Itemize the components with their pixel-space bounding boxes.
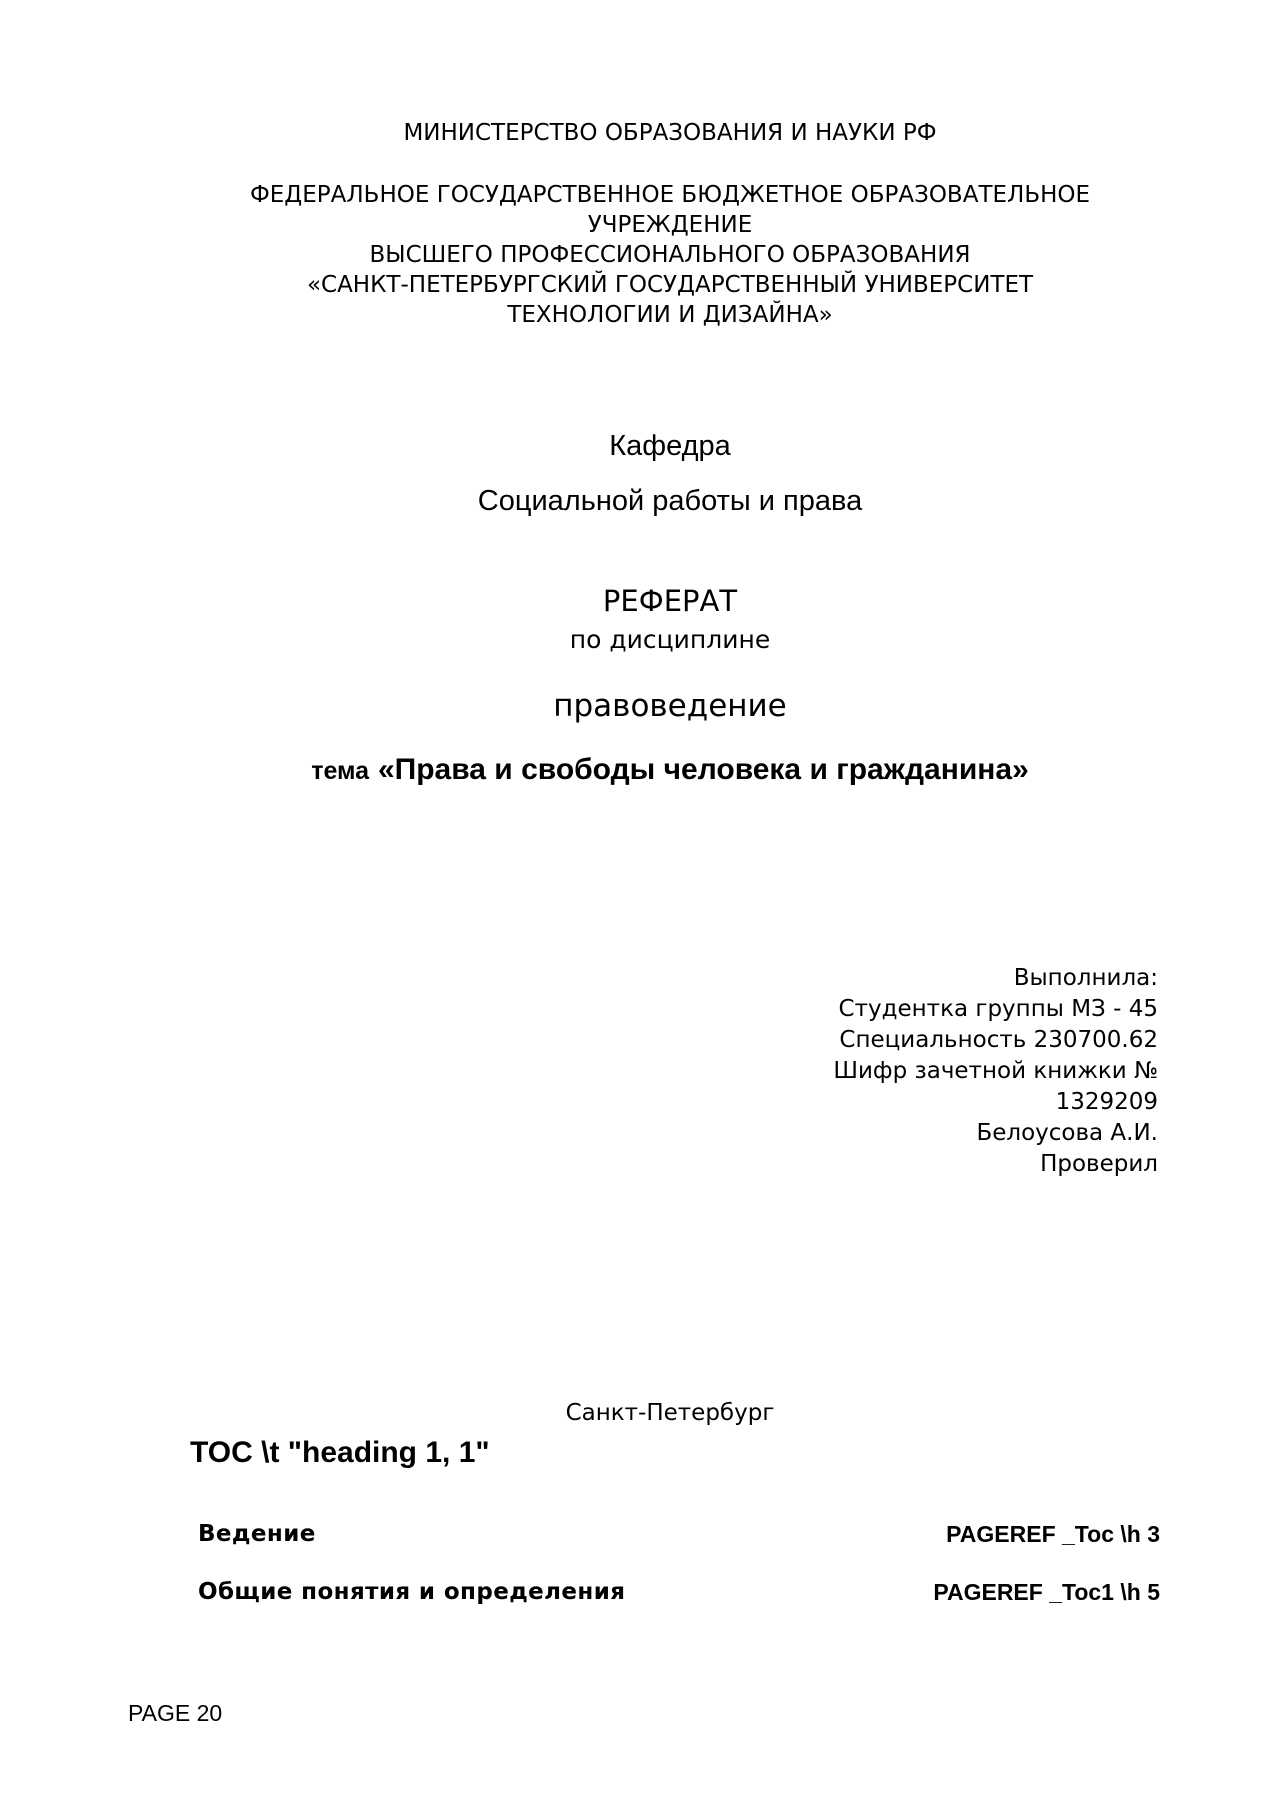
topic-title: «Права и свободы человека и гражданина» — [377, 753, 1029, 786]
author-line: Специальность 230700.62 — [839, 1027, 1158, 1053]
ministry-title: МИНИСТЕРСТВО ОБРАЗОВАНИЯ И НАУКИ РФ — [403, 120, 937, 146]
author-line: Белоусова А.И. — [976, 1120, 1158, 1146]
department-name: Социальной работы и права — [477, 485, 863, 517]
institution-line: ФЕДЕРАЛЬНОЕ ГОСУДАРСТВЕННОЕ БЮДЖЕТНОЕ ОБРАЗОВАТЕЛЬНОЕ — [249, 182, 1091, 208]
institution-line: УЧРЕЖДЕНИЕ — [587, 212, 753, 238]
author-line: Студентка группы МЗ - 45 — [838, 996, 1158, 1022]
toc-heading: TOC \t "heading 1, 1" — [190, 1436, 490, 1469]
toc-entry[interactable] — [198, 1579, 1160, 1613]
page-number-field: PAGE 20 — [128, 1700, 223, 1726]
department-label: Кафедра — [609, 430, 731, 462]
topic-line — [0, 753, 1280, 787]
institution-name — [0, 180, 1280, 330]
institution-line: «САНКТ-ПЕТЕРБУРГСКИЙ ГОСУДАРСТВЕННЫЙ УНИВЕРСИТЕТ — [306, 272, 1034, 298]
toc-entry-title[interactable]: Общие понятия и определения — [198, 1579, 626, 1605]
author-line: 1329209 — [1055, 1089, 1158, 1115]
author-block — [738, 963, 1158, 1180]
author-line: Проверил — [1040, 1151, 1158, 1177]
toc-entry-page-ref: PAGEREF _Toc1 \h 5 — [933, 1579, 1160, 1605]
institution-line: ТЕХНОЛОГИИ И ДИЗАЙНА» — [507, 302, 833, 328]
discipline-label: по дисциплине — [569, 625, 771, 654]
institution-line: ВЫСШЕГО ПРОФЕССИОНАЛЬНОГО ОБРАЗОВАНИЯ — [369, 242, 971, 268]
toc-entry[interactable] — [198, 1521, 1160, 1555]
city-name: Санкт-Петербург — [565, 1400, 775, 1426]
toc-entry-title[interactable]: Ведение — [198, 1521, 316, 1547]
toc-entry-page-ref: PAGEREF _Toc \h 3 — [946, 1521, 1160, 1547]
author-line: Выполнила: — [1013, 965, 1158, 991]
discipline-name: правоведение — [553, 688, 787, 724]
topic-label: тема — [311, 757, 370, 785]
author-line: Шифр зачетной книжки № — [833, 1058, 1158, 1084]
document-type: РЕФЕРАТ — [602, 584, 738, 618]
